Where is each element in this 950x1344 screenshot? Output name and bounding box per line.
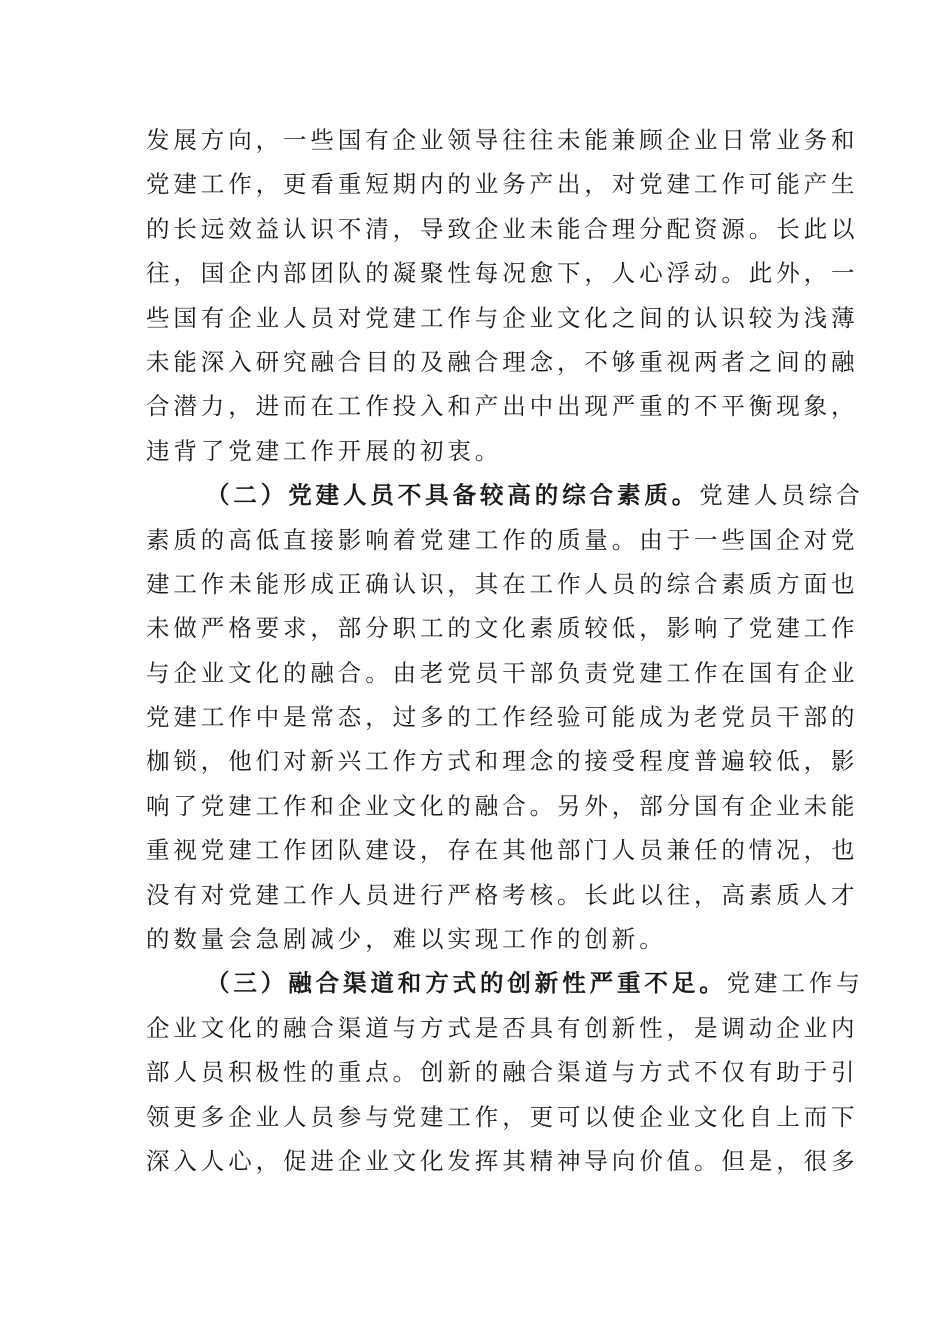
text-line: 往，国企内部团队的凝聚性每况愈下，人心浮动。此外，一 [146, 259, 859, 288]
text-line: 深入人心，促进企业文化发挥其精神导向价值。但是，很多 [146, 1146, 859, 1175]
section-heading-2: （二）党建人员不具备较高的综合素质。 [206, 481, 700, 510]
text-line: 枷锁，他们对新兴工作方式和理念的接受程度普遍较低，影 [146, 747, 859, 776]
text-run: 党建工作与 [726, 969, 864, 998]
paragraph-first-line [146, 961, 864, 1005]
paragraph-first-line [146, 473, 864, 517]
text-line: 素质的高低直接影响着党建工作的质量。由于一些国企对党 [146, 525, 859, 554]
text-run: 党建人员综合 [699, 481, 864, 510]
text-line: 党建工作，更看重短期内的业务产出，对党建工作可能产生 [146, 170, 859, 199]
text-line: 党建工作中是常态，过多的工作经验可能成为老党员干部的 [146, 703, 859, 732]
document-body [146, 118, 864, 1183]
text-line: 未能深入研究融合目的及融合理念，不够重视两者之间的融 [146, 347, 859, 376]
text-line: 重视党建工作团队建设，存在其他部门人员兼任的情况，也 [146, 836, 859, 865]
text-line: 建工作未能形成正确认识，其在工作人员的综合素质方面也 [146, 569, 859, 598]
section-heading-3: （三）融合渠道和方式的创新性严重不足。 [206, 969, 727, 998]
text-line: 违背了党建工作开展的初衷。 [146, 436, 503, 465]
text-line: 的数量会急剧减少，难以实现工作的创新。 [146, 925, 667, 954]
text-line: 发展方向，一些国有企业领导往往未能兼顾企业日常业务和 [146, 126, 859, 154]
text-line: 未做严格要求，部分职工的文化素质较低，影响了党建工作 [146, 614, 859, 643]
text-line: 些国有企业人员对党建工作与企业文化之间的认识较为浅薄 [146, 303, 859, 332]
text-line: 合潜力，进而在工作投入和产出中出现严重的不平衡现象， [146, 392, 859, 421]
text-line: 与企业文化的融合。由老党员干部负责党建工作在国有企业 [146, 658, 859, 687]
text-line: 部人员积极性的重点。创新的融合渠道与方式不仅有助于引 [146, 1058, 859, 1087]
paragraph-1 [146, 118, 859, 473]
text-line: 没有对党建工作人员进行严格考核。长此以往，高素质人才 [146, 880, 859, 909]
paragraph-2 [146, 473, 864, 961]
text-line: 响了党建工作和企业文化的融合。另外，部分国有企业未能 [146, 791, 859, 820]
text-line: 的长远效益认识不清，导致企业未能合理分配资源。长此以 [146, 214, 859, 243]
text-line: 企业文化的融合渠道与方式是否具有创新性，是调动企业内 [146, 1013, 859, 1042]
paragraph-3 [146, 961, 864, 1183]
text-line: 领更多企业人员参与党建工作，更可以使企业文化自上而下 [146, 1102, 859, 1131]
